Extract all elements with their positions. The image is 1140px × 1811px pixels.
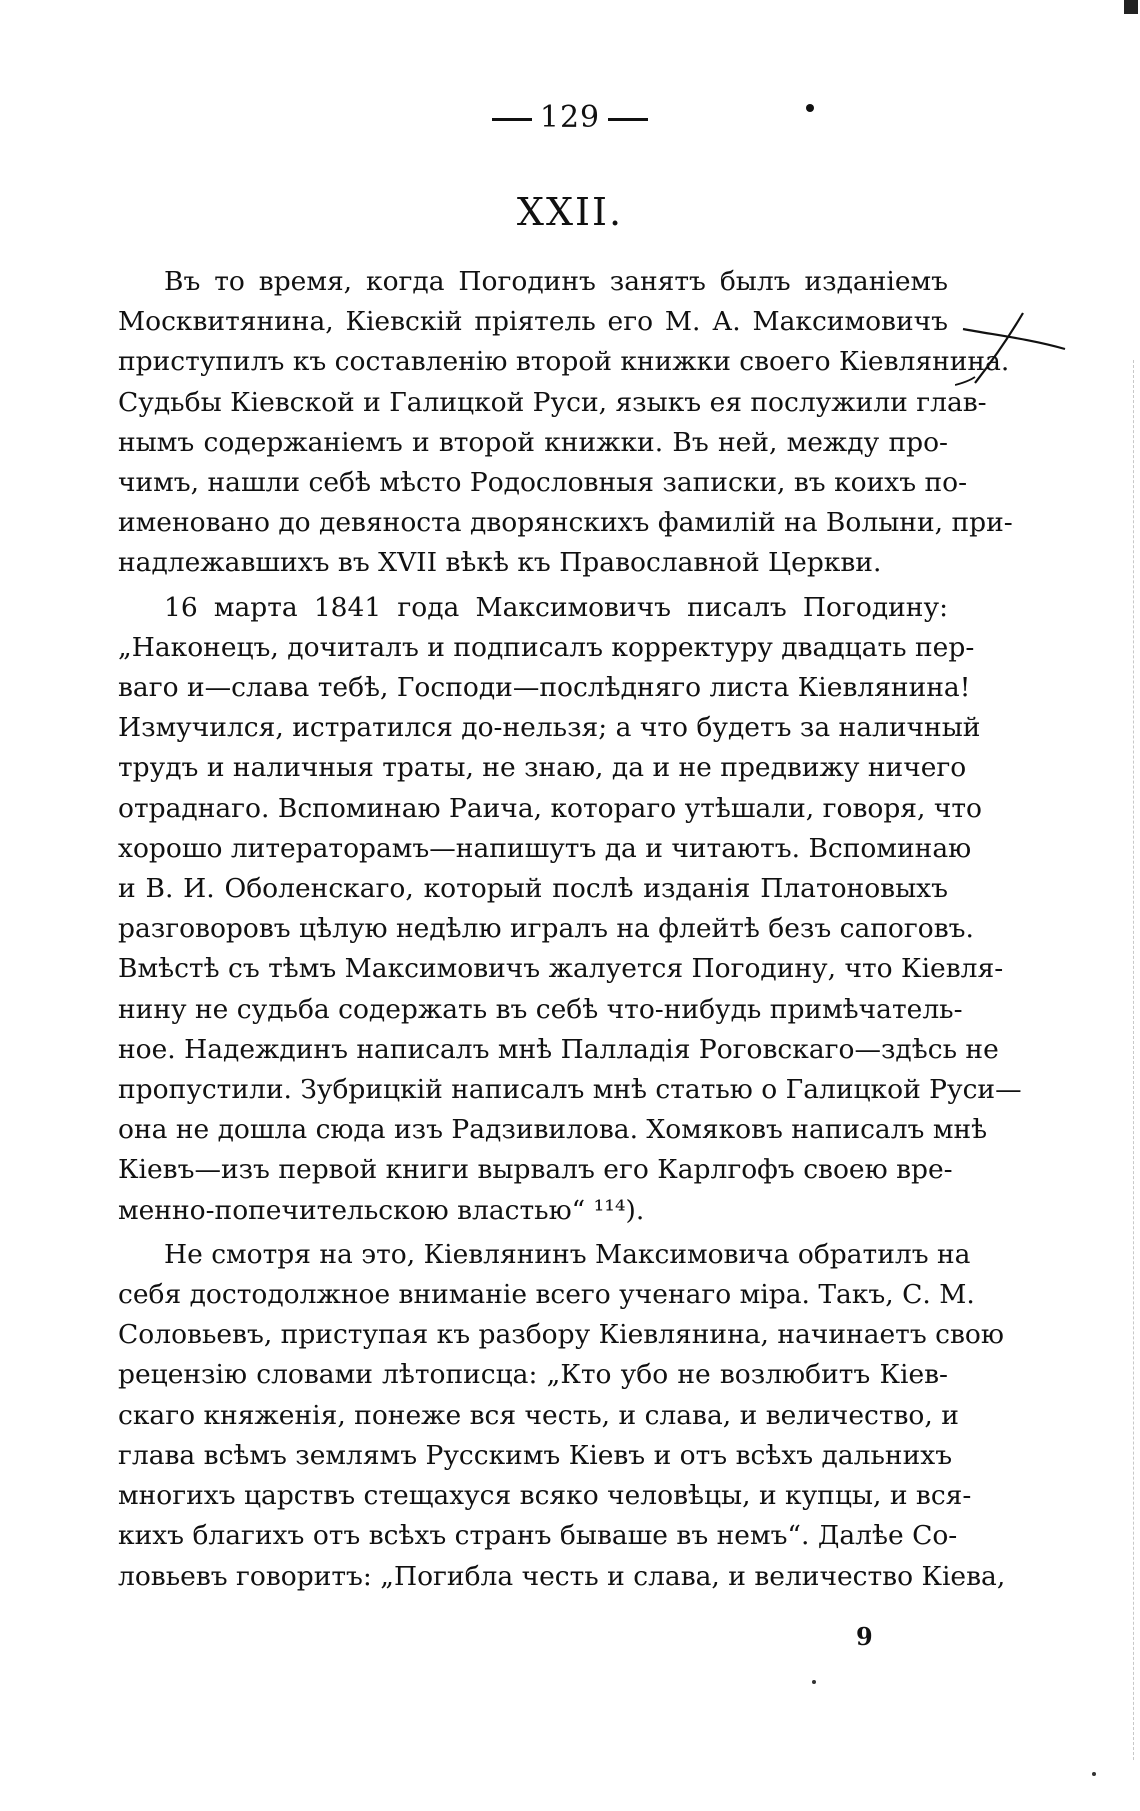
page-number: 129 [539, 100, 601, 135]
text-line: кихъ благихъ отъ всѣхъ странъ бываше въ немъ“. Далѣе Со- [118, 1520, 958, 1552]
text-line: и В. И. Оболенскаго, который послѣ изданія Платоновыхъ [118, 873, 948, 905]
text-line: „Наконецъ, дочиталъ и подписалъ корректуру двадцать пер- [118, 631, 975, 663]
text-line: рецензію словами лѣтописца: „Кто убо не возлюбитъ Кіев- [118, 1359, 948, 1391]
text-line: Москвитянина, Кіевскій пріятель его М. А. Максимовичъ [118, 306, 948, 338]
scan-corner-mark [1124, 0, 1138, 14]
text-line: она не дошла сюда изъ Радзивилова. Хомяковъ написалъ мнѣ [118, 1114, 988, 1146]
header-dash-right [608, 118, 648, 121]
ink-speck [1092, 1772, 1096, 1776]
page-header [0, 100, 1140, 135]
text-line: хорошо литераторамъ—напишутъ да и читаютъ. Вспоминаю [118, 832, 972, 864]
text-line: 16 марта 1841 года Максимовичъ писалъ Погодину: [164, 591, 948, 623]
text-line: Соловьевъ, приступая къ разбору Кіевлянина, начинаетъ свою [118, 1319, 1004, 1351]
text-line: ловьевъ говоритъ: „Погибла честь и слава, и величество Кіева, [118, 1560, 1006, 1592]
text-line: нымъ содержаніемъ и второй книжки. Въ ней, между про- [118, 426, 948, 458]
text-line: ное. Надеждинъ написалъ мнѣ Палладія Роговскаго—здѣсь не [118, 1033, 999, 1065]
scan-edge-line [1133, 360, 1134, 1760]
text-line: нину не судьба содержать въ себѣ что-нибудь примѣчатель- [118, 993, 963, 1025]
text-line: пропустили. Зубрицкій написалъ мнѣ статью о Галицкой Руси— [118, 1074, 1022, 1106]
text-line: себя достодолжное вниманіе всего ученаго міра. Такъ, С. М. [118, 1279, 975, 1311]
text-line: Не смотря на это, Кіевлянинъ Максимовича обратилъ на [164, 1238, 971, 1270]
text-line: многихъ царствъ стещахуся всяко человѣцы, и купцы, и вся- [118, 1480, 972, 1512]
header-dash-left [492, 118, 532, 121]
text-line: отраднаго. Вспоминаю Раича, котораго утѣшали, говоря, что [118, 792, 983, 824]
body-text [118, 262, 1022, 1597]
signature-mark: 9 [856, 1622, 873, 1651]
text-line: Вмѣстѣ съ тѣмъ Максимовичъ жалуется Погодину, что Кіевля- [118, 953, 1004, 985]
ink-speck [812, 1680, 816, 1684]
text-line: Измучился, истратился до-нельзя; а что будетъ за наличный [118, 712, 981, 744]
text-line: ваго и—слава тебѣ, Господи—послѣдняго листа Кіевлянина! [118, 672, 971, 704]
text-line: менно-попечительскою властью“ ¹¹⁴). [118, 1194, 645, 1226]
text-line: именовано до девяноста дворянскихъ фамилій на Волыни, при- [118, 507, 1013, 539]
text-line: разговоровъ цѣлую недѣлю игралъ на флейтѣ безъ сапоговъ. [118, 913, 974, 945]
chapter-title: XXII. [516, 190, 624, 234]
text-line: приступилъ къ составленію второй книжки своего Кіевлянина. [118, 346, 1010, 378]
ink-dot [806, 104, 814, 112]
text-line: Судьбы Кіевской и Галицкой Руси, языкъ ея послужили глав- [118, 386, 987, 418]
text-line: глава всѣмъ землямъ Русскимъ Кіевъ и отъ всѣхъ дальнихъ [118, 1439, 953, 1471]
text-line: трудъ и наличныя траты, не знаю, да и не предвижу ничего [118, 752, 967, 784]
text-line: Кіевъ—изъ первой книги вырвалъ его Карлгофъ своею вре- [118, 1154, 953, 1186]
text-line: чимъ, нашли себѣ мѣсто Родословныя записки, въ коихъ по- [118, 467, 968, 499]
text-line: надлежавшихъ въ XVII вѣкѣ къ Православной Церкви. [118, 547, 882, 579]
text-line: скаго княженія, понеже вся честь, и слава, и величество, и [118, 1399, 959, 1431]
text-line: Въ то время, когда Погодинъ занятъ былъ изданіемъ [164, 266, 948, 297]
